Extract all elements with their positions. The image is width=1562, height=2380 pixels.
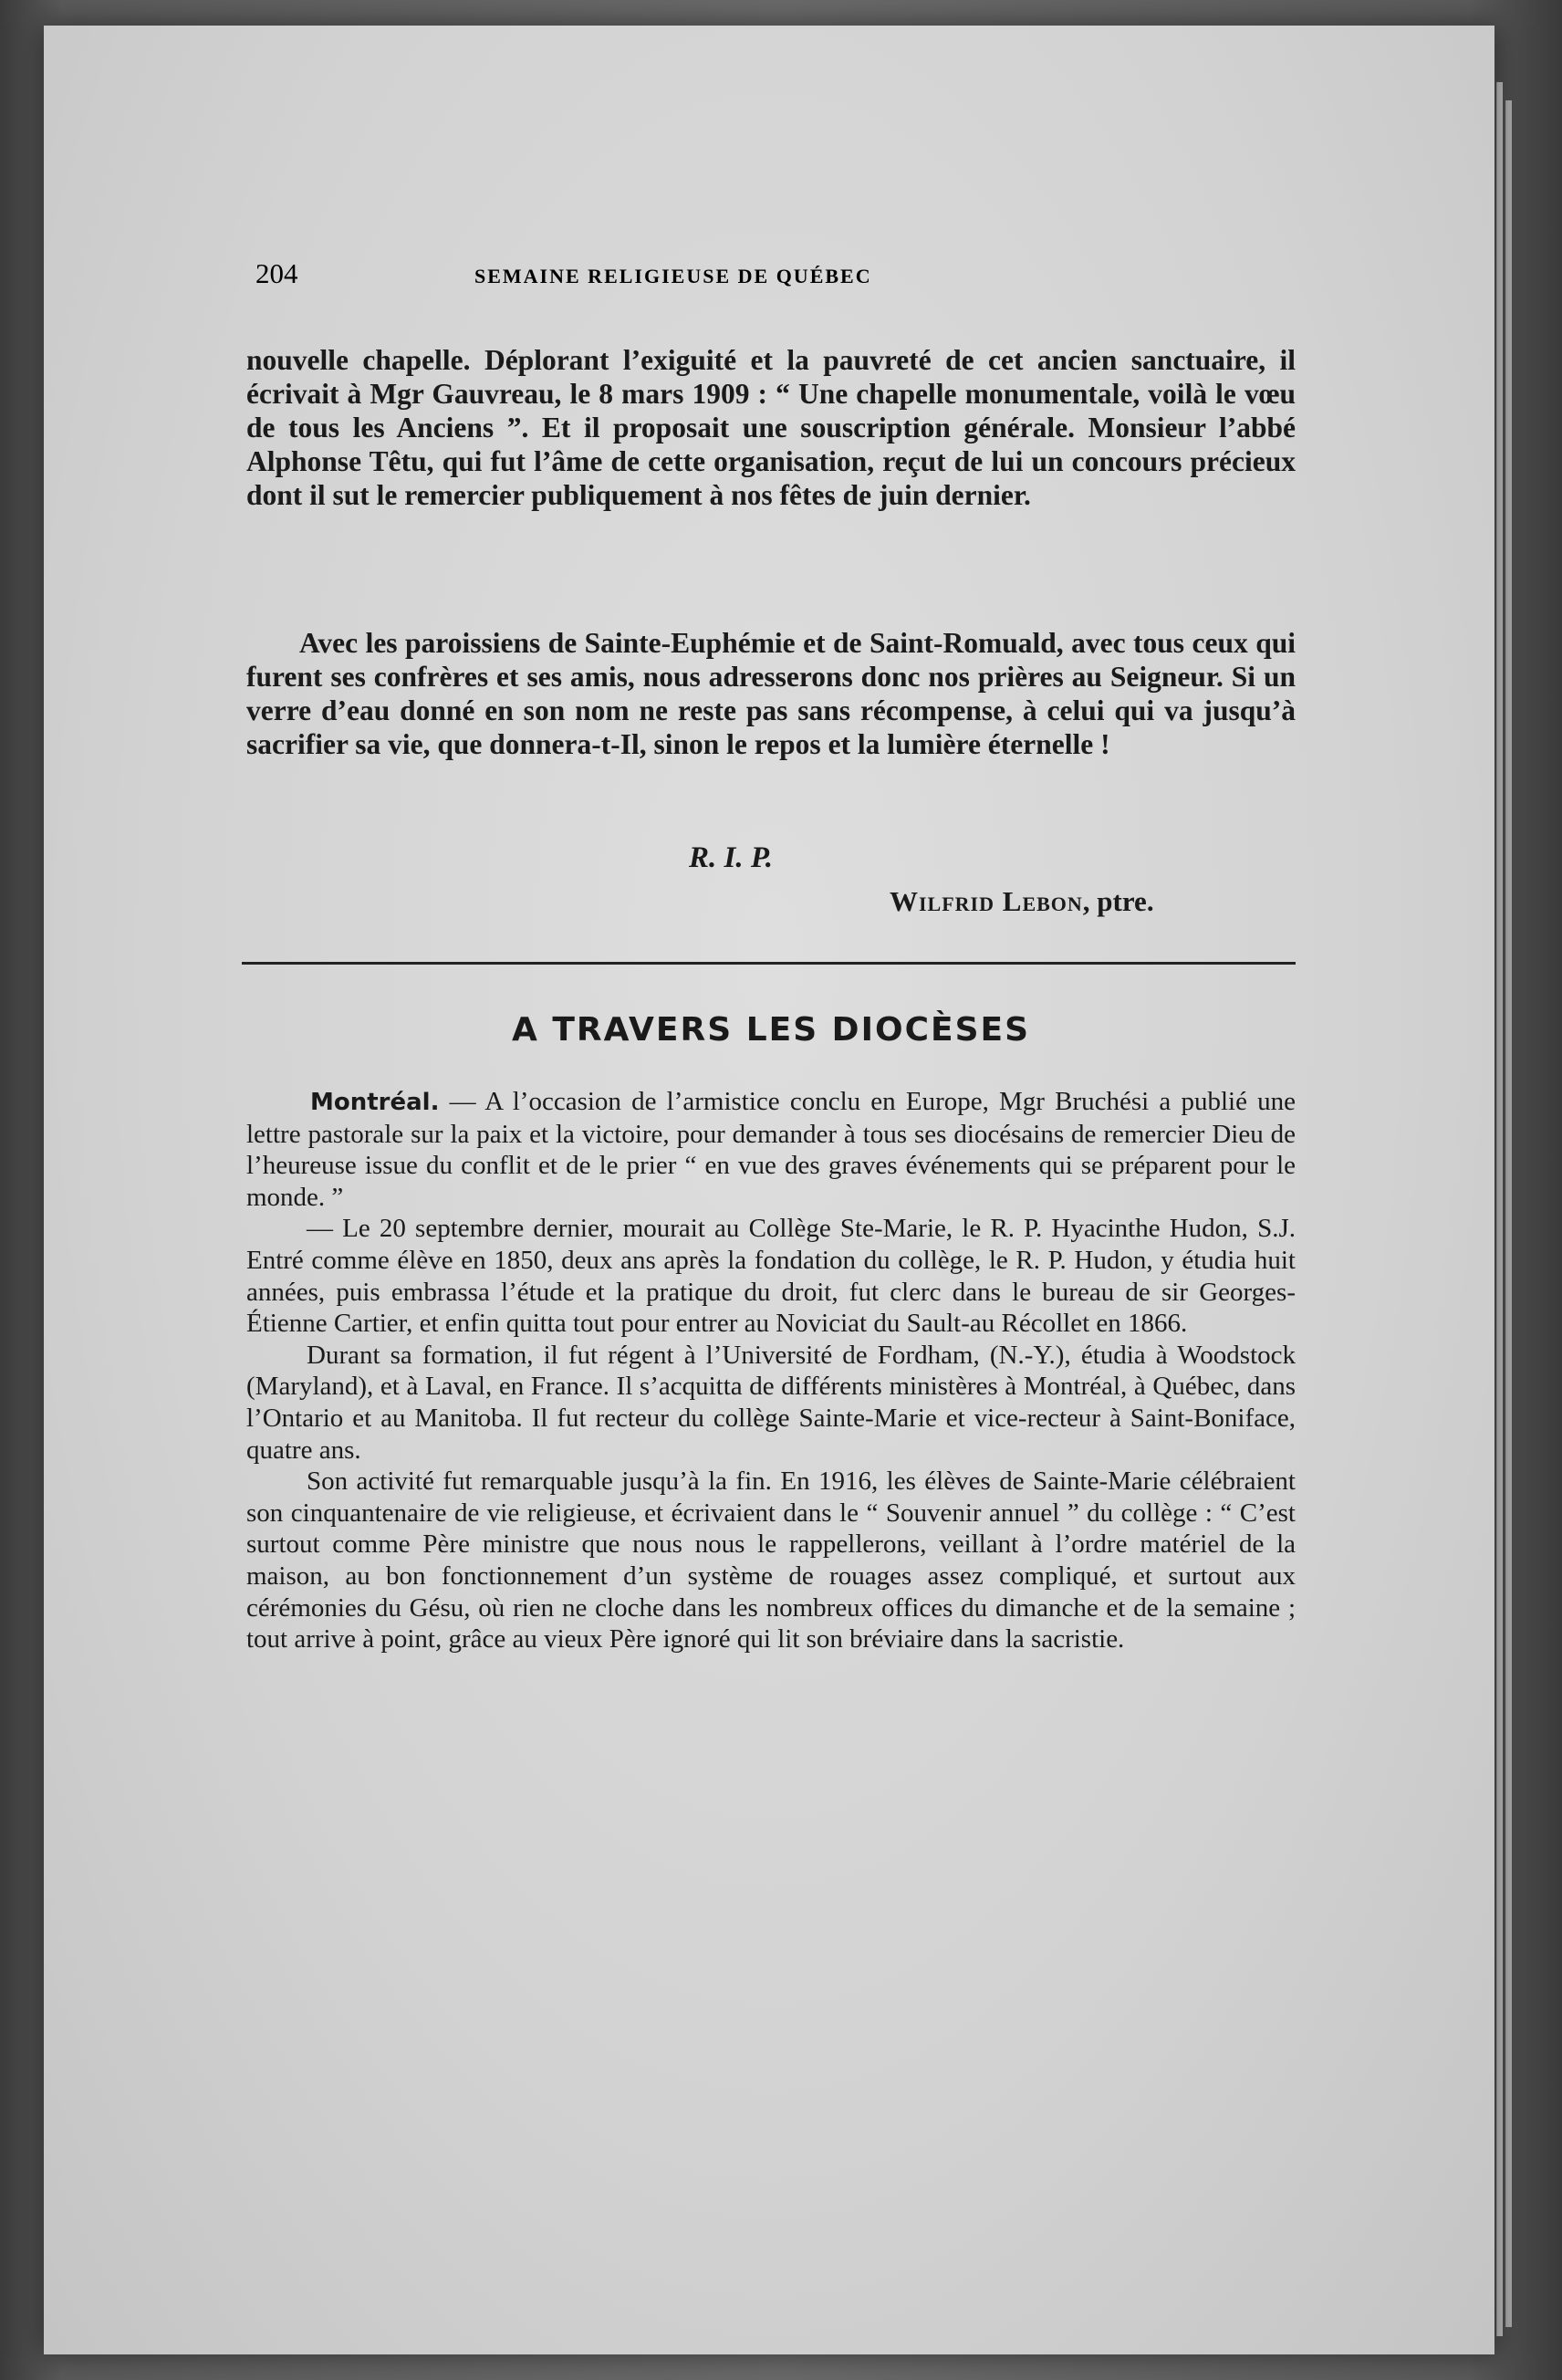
article-paragraph: Avec les paroissiens de Sainte-Euphémie et de Saint-Romuald, avec tous ceux qui furent ses confrères et ses amis, nous adresserons donc nos prières au Seigneur. Si un verre d’eau donné en son nom ne reste pas sans récompense, à celui qui va jusqu’à sacrifier sa vie, que donnera-t-Il, sinon le repos et la lumière éternelle ! [246,627,1296,760]
news-paragraph: — Le 20 septembre dernier, mourait au Collège Ste-Marie, le R. P. Hyacinthe Hudon, S.J. Entré comme élève en 1850, deux ans après la fondation du collège, le R. P. Hudon, y étudia huit années, puis embrassa l’étude et la pratique du droit, fut clerc dans le bureau de sir Georges-Étienne Cartier, et enfin quitta tout pour entrer au Noviciat du Sault-au Récollet en 1866. [246,1214,1296,1339]
news-paragraph: Durant sa formation, il fut régent à l’Université de Fordham, (N.-Y.), étudia à Woodstock (Maryland), et à Laval, en France. Il s’acquitta de différents ministères à Montréal, à Québec, dans l’Ontario et au Manitoba. Il fut recteur du collège Sainte-Marie et vice-recteur à Saint-Boniface, quatre ans. [246,1340,1296,1465]
article-paragraph-block [246,626,1296,761]
news-paragraph: Son activité fut remarquable jusqu’à la fin. En 1916, les élèves de Sainte-Marie célébraient son cinquantenaire de vie religieuse, et écrivaient dans le “ Souvenir annuel ” du collège : “ C’est surtout comme Père ministre que nous nous le rappellerons, veillant à l’ordre matériel de la maison, au bon fonctionnement d’un système de rouages assez compliqué, et surtout aux cérémonies du Gésu, où rien ne cloche dans les nombreux offices du dimanche et de la semaine ; tout arrive à point, grâce au vieux Père ignoré qui lit son bréviaire dans la sacristie. [246,1467,1296,1655]
rip-closing: R. I. P. [689,841,774,874]
page-edge [1505,100,1512,2327]
news-paragraph [246,1086,1296,1213]
diocese-lead: Montréal. [310,1089,440,1116]
section-divider [242,962,1296,965]
running-title: SEMAINE RELIGIEUSE DE QUÉBEC [474,265,872,287]
article-paragraph: nouvelle chapelle. Déplorant l’exiguité et la pauvreté de cet ancien sanctuaire, il écrivait à Mgr Gauvreau, le 8 mars 1909 : “ Une chapelle monumentale, voilà le vœu de tous les Anciens ”. Et il proposait une souscription générale. Monsieur l’abbé Alphonse Têtu, qui fut l’âme de cette organisation, reçut de lui un concours précieux dont il sut le remercier publiquement à nos fêtes de juin dernier. [246,344,1296,511]
page-number: 204 [255,257,298,289]
author-signature [890,885,1154,918]
section-title: A TRAVERS LES DIOCÈSES [511,1011,1031,1049]
running-header [255,257,1296,294]
author-name: Wilfrid Lebon [890,885,1083,917]
article-continuation [246,343,1296,512]
author-title: , ptre. [1082,885,1154,917]
news-text: — A l’occasion de l’armistice conclu en Europe, Mgr Bruchési a publié une lettre pastorale sur la paix et la victoire, pour demander à tous ses diocésains de remercier Dieu de l’heureuse issue du conflit et de le prier “ en vue des graves événements qui se préparent pour le monde. ” [246,1087,1296,1212]
dioceses-section-body [246,1086,1296,1655]
page-edge [1496,82,1503,2336]
